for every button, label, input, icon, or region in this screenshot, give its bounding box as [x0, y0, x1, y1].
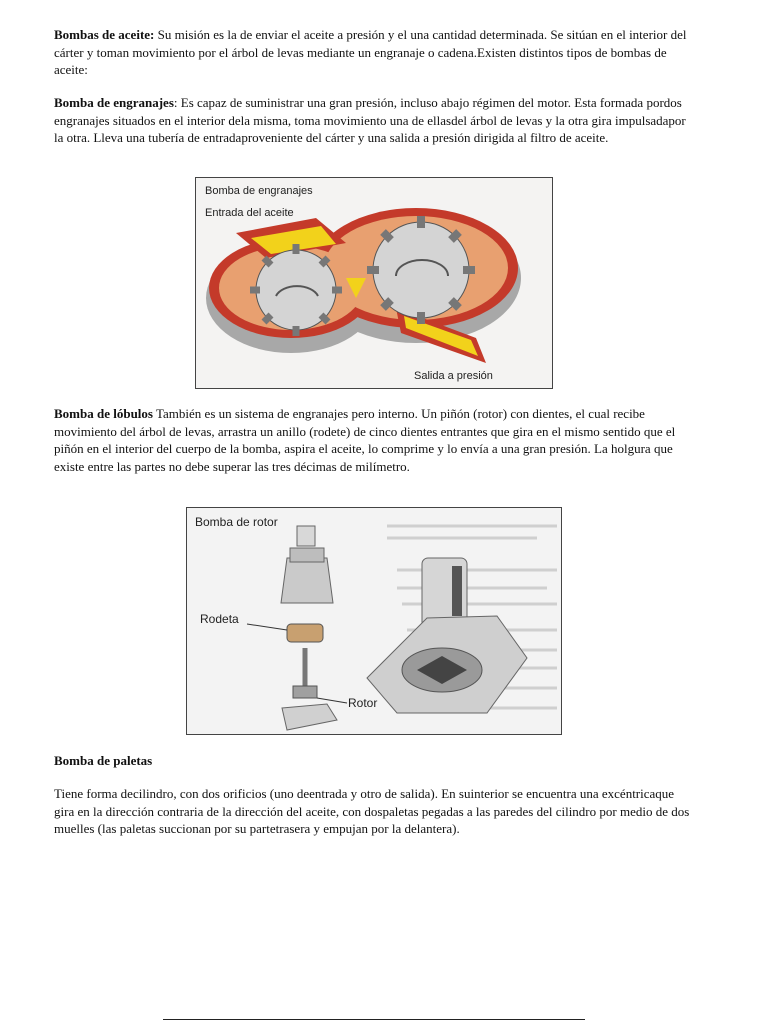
lobe-pump-paragraph: [54, 405, 696, 475]
gear-figure-outlet-label: Salida a presión: [414, 370, 493, 382]
rotor-pump-figure: [186, 507, 562, 735]
vane-pump-heading-line: [54, 752, 696, 770]
intro-heading: Bombas de aceite:: [54, 27, 155, 42]
intro-paragraph: [54, 26, 696, 79]
lobe-pump-heading: Bomba de lóbulos: [54, 406, 153, 421]
gear-pump-paragraph: [54, 94, 696, 147]
gear-pump-text: : Es capaz de suministrar una gran presión, incluso abajo régimen del motor. Esta formada pordos engranajes situados en el interior dela misma, toma movimiento una de ellasdel árbol de levas y la otra gira impulsadapor la otra. Lleva una tubería de entradaproveniente del cárter y una salida a presión dirigida al filtro de aceite.: [54, 95, 686, 145]
gear-figure-inlet-label: Entrada del aceite: [205, 207, 294, 219]
footer-divider: [163, 1019, 585, 1020]
lobe-pump-text: También es un sistema de engranajes pero interno. Un piñón (rotor) con dientes, el cual recibe movimiento del árbol de levas, arrastra un anillo (rodete) de cinco dientes entrantes que gira en el mismo sentido que el piñón en el interior del cuerpo de la bomba, aspira el aceite, lo comprime y lo envía a una gran presión. La holgura que existe entre las partes no debe superar las tres décimas de milímetro.: [54, 406, 676, 474]
vane-pump-paragraph: [54, 785, 696, 838]
gear-figure-title: Bomba de engranajes: [205, 185, 313, 197]
rotor-figure-title: Bomba de rotor: [195, 515, 278, 529]
vane-pump-text: Tiene forma decilindro, con dos orificios (uno deentrada y otro de salida). En suinterior se encuentra una excéntricaque gira en la dirección contraria de la dirección del aceite, con dospaletas pegadas a las paredes del cilindro por medio de dos muelles (las paletas succionan por su partetrasera y empujan por la delantera).: [54, 786, 690, 836]
intro-text: Su misión es la de enviar el aceite a presión y el una cantidad determinada. Se sitúan en el interior del cárter y toman movimiento por el árbol de levas mediante un engranaje o cadena.Existen distintos tipos de bombas de aceite:: [54, 27, 687, 77]
vane-pump-heading: Bomba de paletas: [54, 753, 153, 768]
gear-pump-heading: Bomba de engranajes: [54, 95, 174, 110]
gear-pump-figure: [195, 177, 553, 389]
rotor-figure-rodete-label: Rodeta: [200, 612, 239, 626]
rotor-figure-rotor-label: Rotor: [348, 696, 378, 710]
